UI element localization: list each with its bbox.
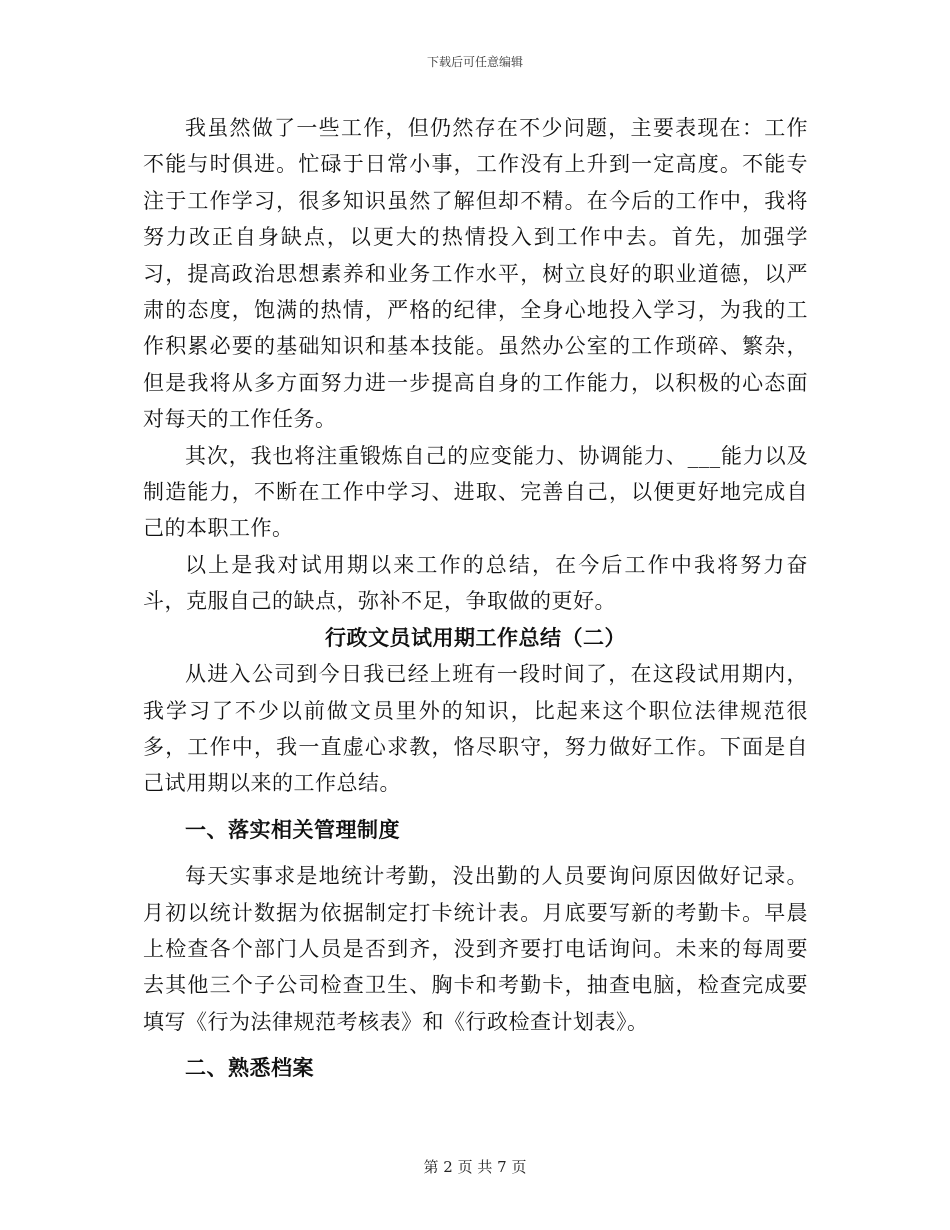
page-header: 下载后可任意编辑: [426, 55, 523, 69]
body-paragraph: 其次，我也将注重锻炼自己的应变能力、协调能力、___能力以及制造能力，不断在工作中学习、进取、完善自己，以便更好地完成自己的本职工作。: [143, 443, 808, 541]
spacer: [143, 1040, 808, 1050]
body-paragraph: 以上是我对试用期以来工作的总结，在今后工作中我将努力奋斗，克服自己的缺点，弥补不足，争取做的更好。: [143, 552, 808, 614]
section-title: 行政文员试用期工作总结（二）: [325, 624, 626, 650]
body-paragraph: 我虽然做了一些工作，但仍然存在不少问题，主要表现在：工作不能与时俱进。忙碌于日常小事，工作没有上升到一定高度。不能专注于工作学习，很多知识虽然了解但却不精。在今后的工作中，我将努力改正自身缺点，以更大的热情投入到工作中去。首先，加强学习，提高政治思想素养和业务工作水平，树立良好的职业道德，以严肃的态度，饱满的热情，严格的纪律，全身心地投入学习，为我的工作积累必要的基础知识和基本技能。虽然办公室的工作琐碎、繁杂，但是我将从多方面努力进一步提高自身的工作能力，以积极的心态面对每天的工作任务。: [143, 116, 808, 432]
section-heading: 一、落实相关管理制度: [185, 816, 400, 842]
spacer: [143, 848, 808, 858]
section-heading: 二、熟悉档案: [185, 1055, 314, 1081]
page-footer: 第 2 页 共 7 页: [423, 1158, 527, 1176]
body-paragraph: 每天实事求是地统计考勤，没出勤的人员要询问原因做好记录。月初以统计数据为依据制定打卡统计表。月底要写新的考勤卡。早晨上检查各个部门人员是否到齐，没到齐要打电话询问。未来的每周要去其他三个子公司检查卫生、胸卡和考勤卡，抽查电脑，检查完成要填写《行为法律规范考核表》和《行政检查计划表》。: [143, 864, 808, 1034]
spacer: [143, 802, 808, 812]
document-body: [143, 110, 808, 1087]
body-paragraph: 从进入公司到今日我已经上班有一段时间了，在这段试用期内，我学习了不少以前做文员里外的知识，比起来这个职位法律规范很多，工作中，我一直虚心求教，恪尽职守，努力做好工作。下面是自己试用期以来的工作总结。: [143, 662, 808, 796]
